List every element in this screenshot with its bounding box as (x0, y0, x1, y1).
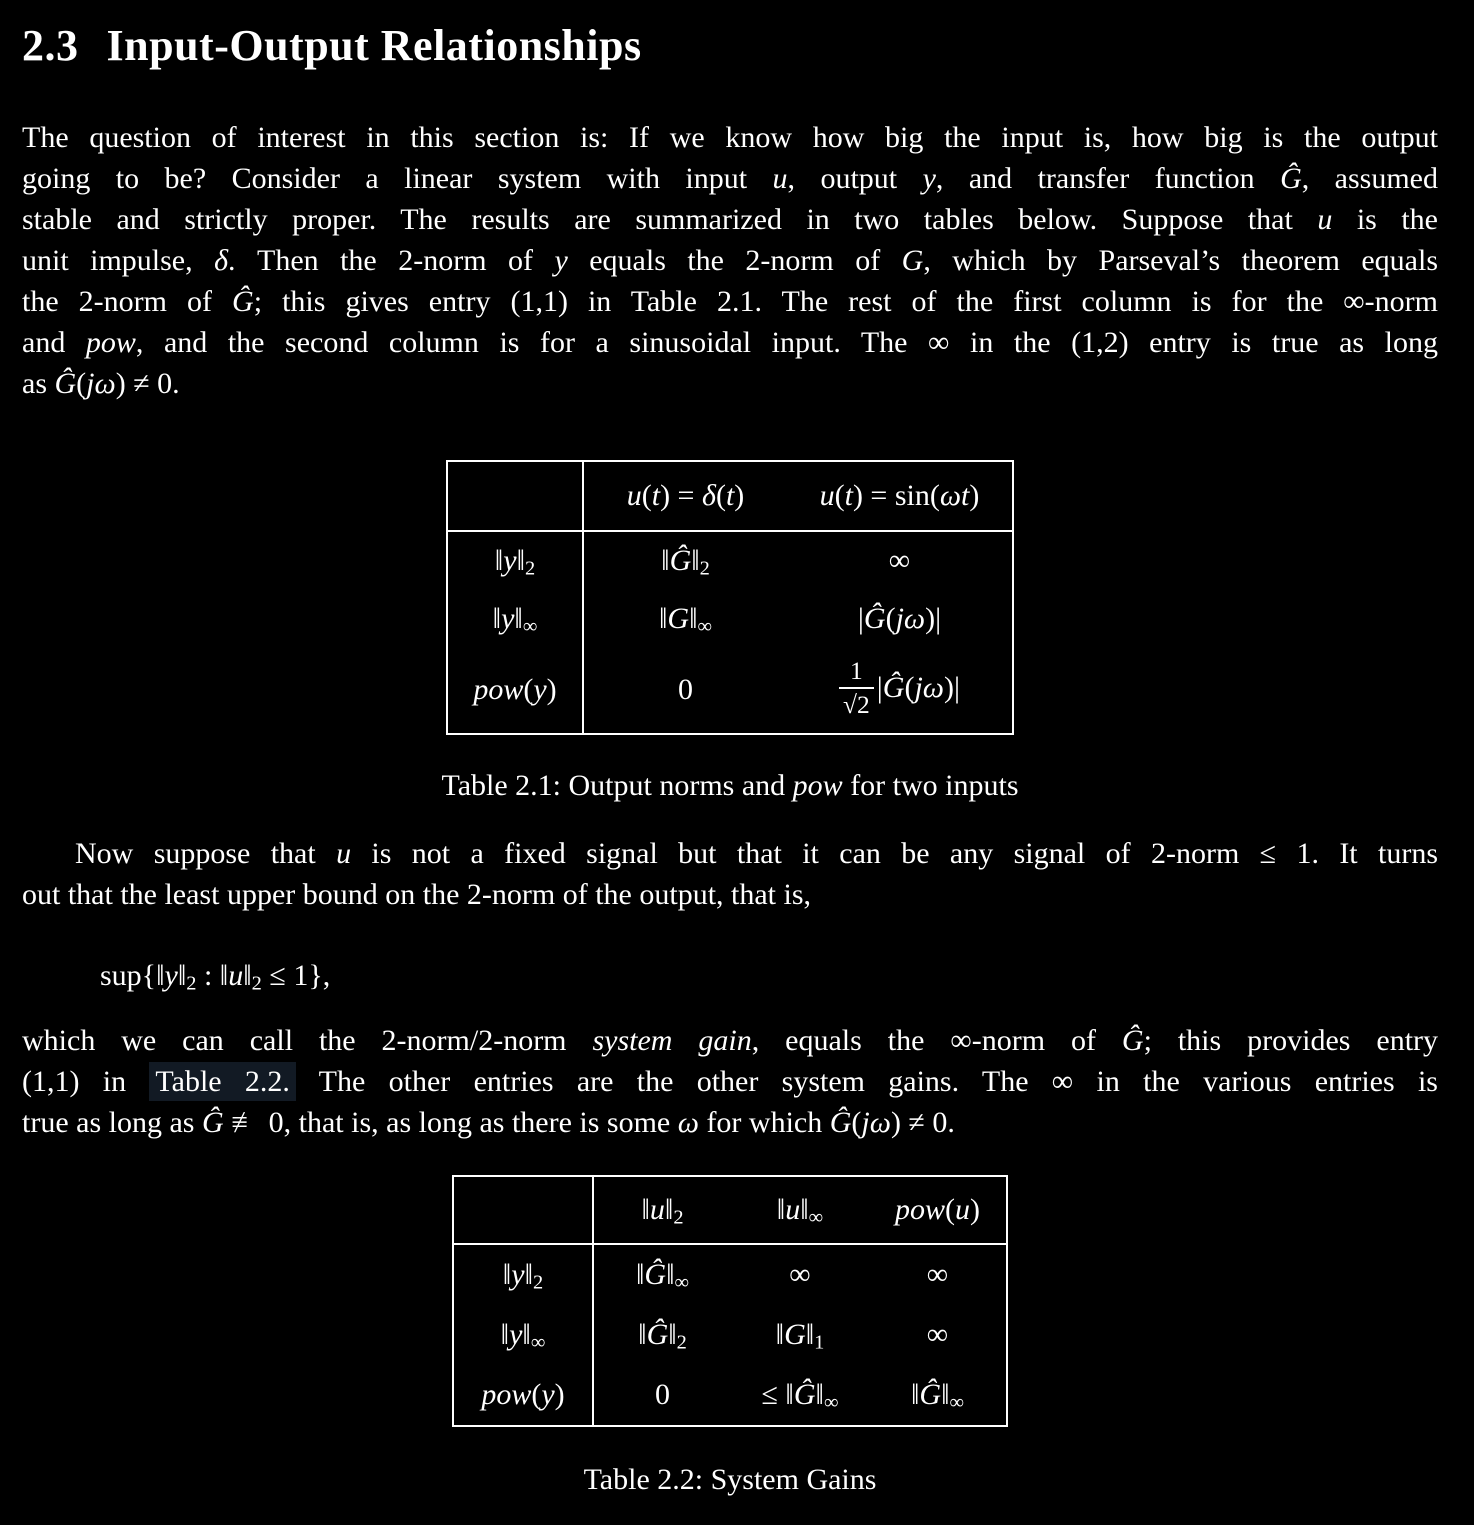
text-run: Ĝ (669, 544, 692, 577)
text-run: ( (885, 602, 896, 635)
text-run: pow (85, 326, 136, 359)
text-run: ‖ (658, 602, 668, 635)
text-run: true as long as (22, 1105, 202, 1139)
text-run: ) (546, 673, 557, 707)
text-run: ≤ 1}, (261, 958, 331, 992)
text-run: ≢ 0, that is, as long as there is some (223, 1105, 678, 1139)
text-run: , and the second column is for a sinusoidal input. The ∞ in the (1,2) entry is true as long (135, 326, 1438, 359)
table-cell (869, 1305, 1007, 1365)
text-run: ‖ (638, 1317, 647, 1351)
text-line (22, 1061, 1438, 1102)
text-run: t (844, 479, 853, 512)
text-run: ‖ (243, 958, 252, 992)
text-run: y (541, 1377, 555, 1411)
text-run: ( (76, 367, 87, 400)
text-run: equals the 2-norm of (567, 244, 902, 277)
text-run: y (554, 244, 568, 277)
text-run: ‖ (524, 1257, 533, 1291)
text-run: u (626, 479, 642, 512)
text-run: , which by Parseval’s theorem equals (923, 244, 1438, 277)
text-run: is not a fixed signal but that it can be any signal of 2-norm ≤ 1. It turns (351, 836, 1438, 870)
text-line (22, 117, 1438, 158)
sup-equation (100, 955, 1438, 996)
table-cell (731, 1244, 869, 1305)
table-header-row (453, 1176, 1007, 1244)
text-run: ∞ (823, 1391, 839, 1414)
row-label-cell (453, 1244, 593, 1305)
table-cell (593, 1365, 731, 1426)
text-run: u (649, 1192, 665, 1226)
table-cell (787, 590, 1013, 648)
text-run: ‖ (815, 1377, 824, 1411)
text-run: u (819, 479, 835, 512)
text-run: t (725, 479, 735, 512)
text-line (22, 322, 1438, 363)
text-run: system gain (592, 1023, 752, 1057)
table-2-2-link[interactable]: Table 2.2. (149, 1062, 296, 1101)
table-cell (593, 1305, 731, 1365)
table-cell (787, 531, 1013, 590)
text-run: is the (1332, 203, 1438, 236)
text-run: ‖ (775, 1317, 785, 1351)
text-run: )| (943, 671, 960, 705)
fraction-coefficient-expression (877, 671, 960, 704)
text-run: ( (715, 479, 726, 512)
table-header-row (447, 461, 1013, 531)
table-2-1 (446, 460, 1014, 735)
text-run: ‖ (492, 602, 502, 635)
corner-cell (447, 461, 583, 531)
text-run: u (228, 958, 244, 992)
text-run: δ (214, 244, 229, 277)
text-run: G (784, 1317, 806, 1351)
column-header-cell (869, 1176, 1007, 1244)
text-run: Ĝ (882, 671, 905, 705)
text-run: ‖ (910, 1377, 920, 1411)
text-run: y (533, 673, 547, 707)
text-run: which we can call the 2-norm/2-norm (22, 1023, 593, 1057)
table-cell (593, 1244, 731, 1305)
table-row (447, 648, 1013, 734)
text-run: ‖ (776, 1192, 786, 1226)
fraction-denominator: √2 (839, 687, 874, 719)
text-line (22, 1102, 1438, 1143)
text-run: ‖ (177, 958, 187, 992)
table-cell (869, 1365, 1007, 1426)
text-run: ) = (660, 479, 702, 512)
text-run: (1,1) in (22, 1064, 150, 1098)
text-run: ‖ (502, 1257, 512, 1291)
table-cell (787, 648, 1013, 734)
text-run: u (772, 162, 788, 195)
text-run: G (667, 602, 690, 635)
text-run: The question of interest in this section is: If we know how big the input is, how big is the output (22, 121, 1438, 154)
text-run: 2 (525, 557, 536, 580)
text-run: y (503, 544, 517, 577)
text-run: | (876, 671, 883, 705)
text-run: t (651, 479, 661, 512)
row-label-cell (453, 1305, 593, 1365)
column-header-cell (593, 1176, 731, 1244)
text-run: and (22, 326, 86, 359)
text-run: pow (481, 1377, 532, 1411)
row-label-cell (447, 590, 583, 648)
text-run: , assumed (1301, 162, 1438, 195)
fraction-numerator: 1 (850, 656, 863, 685)
text-line (22, 199, 1438, 240)
text-run: ‖ (522, 1317, 531, 1351)
paragraph-intro (22, 117, 1438, 404)
text-run: ( (834, 479, 845, 512)
text-run: ‖ (664, 1192, 674, 1226)
text-run: Table 2.2: System Gains (583, 1462, 877, 1496)
text-run: , output (787, 162, 923, 195)
text-run: 2 (251, 972, 262, 995)
table-2-2-caption (22, 1463, 1438, 1497)
text-run: Ĝ (829, 1105, 852, 1139)
fraction (839, 658, 874, 719)
text-run: ‖ (689, 602, 698, 635)
table-cell (869, 1244, 1007, 1305)
text-run: ≤ ‖ (761, 1377, 794, 1411)
table-row (453, 1244, 1007, 1305)
text-line (22, 363, 1438, 404)
text-run: t (961, 479, 970, 512)
text-run: ) (970, 1192, 980, 1226)
text-run: going to be? Consider a linear system with input (22, 162, 773, 195)
text-run: ∞ (674, 1271, 690, 1294)
text-run: ; this provides entry (1143, 1023, 1439, 1057)
text-run: 1 (814, 1331, 825, 1354)
text-run: Ĝ (863, 602, 886, 635)
text-run: Ĝ (54, 367, 77, 400)
text-run: y (501, 602, 515, 635)
section-title: Input-Output Relationships (106, 21, 642, 70)
text-run: ‖ (661, 544, 670, 577)
text-run: ) (969, 479, 980, 512)
text-run: ‖ (800, 1192, 809, 1226)
text-run: ) (554, 1377, 565, 1411)
text-run: ( (851, 1105, 862, 1139)
text-run: ) = sin( (852, 479, 940, 512)
text-run: ‖ (516, 544, 525, 577)
text-run: Now suppose that (75, 836, 337, 870)
text-run: ‖ (941, 1377, 950, 1411)
text-run: δ (701, 479, 716, 512)
text-run: 2 (186, 972, 197, 995)
text-run: The other entries are the other system gains. The ∞ in the various entries is (295, 1064, 1438, 1098)
paragraph-suppose (22, 833, 1438, 915)
text-run: ( (523, 673, 534, 707)
text-run: sup{‖ (100, 958, 165, 992)
text-run: y (509, 1317, 523, 1351)
table-cell (731, 1305, 869, 1365)
text-run: ‖ (691, 544, 700, 577)
text-run: ‖ (668, 1317, 677, 1351)
text-run: out that the least upper bound on the 2-norm of the output, that is, (22, 877, 812, 911)
text-line (22, 1020, 1438, 1061)
text-run: ‖ (514, 602, 523, 635)
text-run: Ĝ (646, 1317, 669, 1351)
text-run: 2 (673, 1206, 684, 1229)
text-run: Ĝ (644, 1257, 667, 1291)
text-run: ‖ (641, 1192, 650, 1226)
text-run: ∞ (530, 1331, 546, 1354)
column-header-cell (583, 461, 787, 531)
text-run: ∞ (926, 1317, 949, 1351)
text-line (22, 240, 1438, 281)
text-run: ∞ (888, 544, 911, 577)
text-run: : ‖ (196, 958, 229, 992)
text-run: ‖ (805, 1317, 815, 1351)
text-run: ) ≠ 0. (115, 367, 180, 400)
section-heading (22, 20, 1438, 71)
text-run: 0 (678, 673, 693, 707)
table-row (453, 1365, 1007, 1426)
text-run: jω (895, 602, 926, 635)
text-run: Table 2.1: Output norms and (441, 768, 793, 802)
text-run: ∞ (789, 1257, 811, 1291)
row-label-cell (447, 648, 583, 734)
text-run: ∞ (949, 1391, 965, 1414)
text-run: for which (698, 1105, 830, 1139)
text-run: Ĝ (1121, 1023, 1144, 1057)
row-label-cell (453, 1365, 593, 1426)
text-run: u (336, 836, 352, 870)
text-run: ( (904, 671, 915, 705)
text-run: ‖ (500, 1317, 510, 1351)
text-run: ( (641, 479, 652, 512)
text-run: ∞ (522, 615, 538, 638)
text-run: )| (925, 602, 942, 635)
text-run: ‖ (666, 1257, 675, 1291)
text-line (22, 874, 1438, 915)
table-2-1-caption (22, 769, 1438, 803)
table-cell (583, 648, 787, 734)
text-run: ( (945, 1192, 955, 1226)
text-run: 2 (699, 557, 710, 580)
text-run: jω (86, 367, 116, 400)
text-run: for two inputs (842, 768, 1019, 802)
text-run: ) ≠ 0. (890, 1105, 955, 1139)
text-run: as (22, 367, 55, 400)
text-run: jω (861, 1105, 891, 1139)
text-run: y (511, 1257, 525, 1291)
text-run: pow (894, 1192, 945, 1226)
text-run: Ĝ (1280, 162, 1302, 195)
text-run: Ĝ (919, 1377, 942, 1411)
text-run: the 2-norm of (22, 285, 233, 318)
text-run: 2 (533, 1271, 544, 1294)
text-run: ω (939, 479, 962, 512)
table-2-2 (452, 1175, 1008, 1427)
text-run: ∞ (926, 1257, 949, 1291)
text-run: 0 (655, 1377, 670, 1411)
paragraph-system-gain (22, 1020, 1438, 1143)
text-run: unit impulse, (22, 244, 215, 277)
text-run: y (164, 958, 178, 992)
text-run: ) (734, 479, 745, 512)
corner-cell (453, 1176, 593, 1244)
text-run: stable and strictly proper. The results are summarized in two tables below. Suppose that (22, 203, 1318, 236)
column-header-cell (731, 1176, 869, 1244)
text-run: y (922, 162, 936, 195)
table-cell (583, 590, 787, 648)
text-run: G (901, 244, 924, 277)
text-run: 2 (676, 1331, 687, 1354)
row-label-cell (447, 531, 583, 590)
table-row (447, 590, 1013, 648)
text-run: . Then the 2-norm of (228, 244, 555, 277)
text-run: Ĝ (201, 1105, 224, 1139)
text-run: Ĝ (793, 1377, 816, 1411)
text-run: ∞ (697, 615, 713, 638)
text-line (22, 158, 1438, 199)
document-page (22, 20, 1438, 1525)
text-run: | (857, 602, 864, 635)
text-run: pow (473, 673, 524, 707)
table-row (453, 1305, 1007, 1365)
text-line (22, 281, 1438, 322)
table-cell (731, 1365, 869, 1426)
text-run: pow (792, 768, 843, 802)
table-cell (583, 531, 787, 590)
section-number: 2.3 (22, 21, 79, 70)
text-run: u (785, 1192, 801, 1226)
text-run: u (955, 1192, 970, 1226)
text-run: u (1317, 203, 1333, 236)
table-row (447, 531, 1013, 590)
text-run: , equals the ∞-norm of (751, 1023, 1122, 1057)
text-run: , and transfer function (935, 162, 1281, 195)
column-header-cell (787, 461, 1013, 531)
text-run: ; this gives entry (1,1) in Table 2.1. The rest of the first column is for the ∞-norm (253, 285, 1438, 318)
text-run: ‖ (494, 544, 504, 577)
text-line (22, 833, 1438, 874)
text-run: ‖ (635, 1257, 645, 1291)
text-run: ω (677, 1105, 699, 1139)
text-run: ∞ (808, 1206, 824, 1229)
text-run: ( (531, 1377, 542, 1411)
text-run: jω (914, 671, 944, 705)
text-run: Ĝ (232, 285, 254, 318)
